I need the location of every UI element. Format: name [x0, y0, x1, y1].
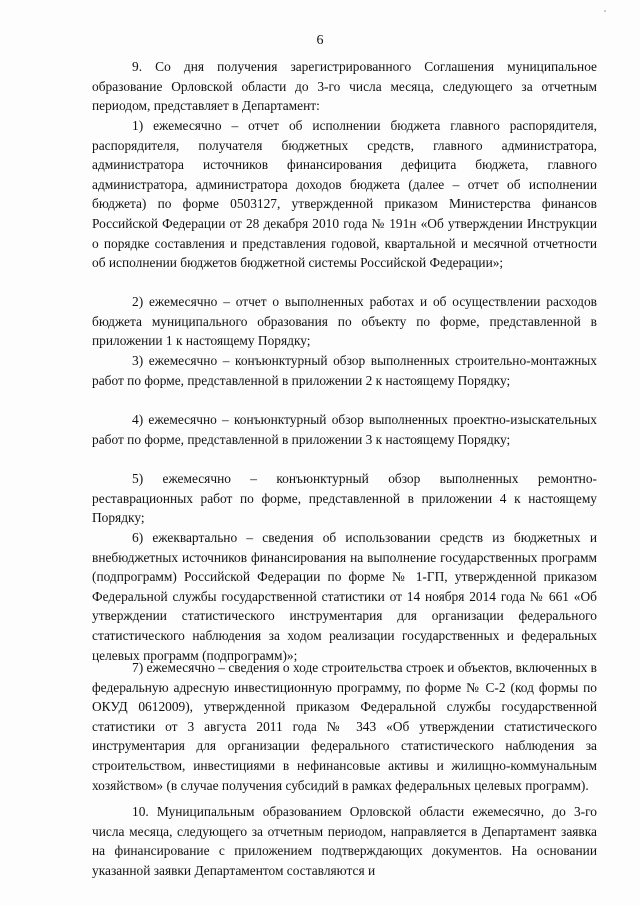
paragraph-9-item-3: 3) ежемесячно – конъюнктурный обзор выполненных строительно-монтажных работ по форме, представленной в приложении 2 к настоящему Порядку;: [92, 353, 597, 388]
paragraph-9-item-7: 7) ежемесячно – сведения о ходе строительства строек и объектов, включенных в федеральную адресную инвестиционную программу, по форме № С-2 (код формы по ОКУД 0612009), утвержденной приказом Федеральной службы государственной статистики от 3 августа 2011 года № 343 «Об утверждении статистического инструментария для организации федерального статистического наблюдения за строительством, инвестициями в нефинансовые активы и жилищно-коммунальным хозяйством» (в случае получения субсидий в рамках федеральных целевых программ).: [92, 660, 597, 793]
paragraph-9-item-4: 4) ежемесячно – конъюнктурный обзор выполненных проектно-изыскательных работ по форме, представленной в приложении 3 к настоящему Порядку;: [92, 412, 597, 447]
paragraph-9: 9. Со дня получения зарегистрированного Соглашения муниципальное образование Орловской области до 3-го числа месяца, следующего за отчетным периодом, представляет в Департамент:: [92, 59, 597, 114]
scan-speck: [604, 10, 606, 12]
paragraph-9-item-6: 6) ежеквартально – сведения об использовании средств из бюджетных и внебюджетных источников финансирования на выполнение государственных программ (подпрограмм) Российской Федерации по форме № 1-ГП, утвержденной приказом Федеральной службы государственной статистики от 14 ноября 2014 года № 661 «Об утверждении статистического инструментария для организации федерального статистического наблюдения за ходом реализации государственных и федеральных целевых программ (подпрограмм)»;: [92, 530, 597, 663]
paragraph-9-item-5: 5) ежемесячно – конъюнктурный обзор выполненных ремонтно-реставрационных работ по форме, представленной в приложении 4 к настоящему Порядку;: [92, 471, 597, 526]
page-number: 6: [316, 33, 324, 48]
paragraph-9-item-2: 2) ежемесячно – отчет о выполненных работах и об осуществлении расходов бюджета муниципального образования по объекту по форме, представленной в приложении 1 к настоящему Порядку;: [92, 294, 597, 349]
paragraph-10: 10. Муниципальным образованием Орловской области ежемесячно, до 3-го числа месяца, следующего за отчетным периодом, направляется в Департамент заявка на финансирование с приложением подтверждающих документов. На основании указанной заявки Департаментом составляются и: [92, 804, 597, 878]
paragraph-9-item-1: 1) ежемесячно – отчет об исполнении бюджета главного распорядителя, распорядителя, получателя бюджетных средств, главного администратора, администратора источников финансирования дефицита бюджета, главного администратора, администратора доходов бюджета (далее – отчет об исполнении бюджета) по форме 0503127, утвержденной приказом Министерства финансов Российской Федерации от 28 декабря 2010 года № 191н «Об утверждении Инструкции о порядке составления и представления годовой, квартальной и месячной отчетности об исполнении бюджетов бюджетной системы Российской Федерации»;: [92, 118, 597, 271]
